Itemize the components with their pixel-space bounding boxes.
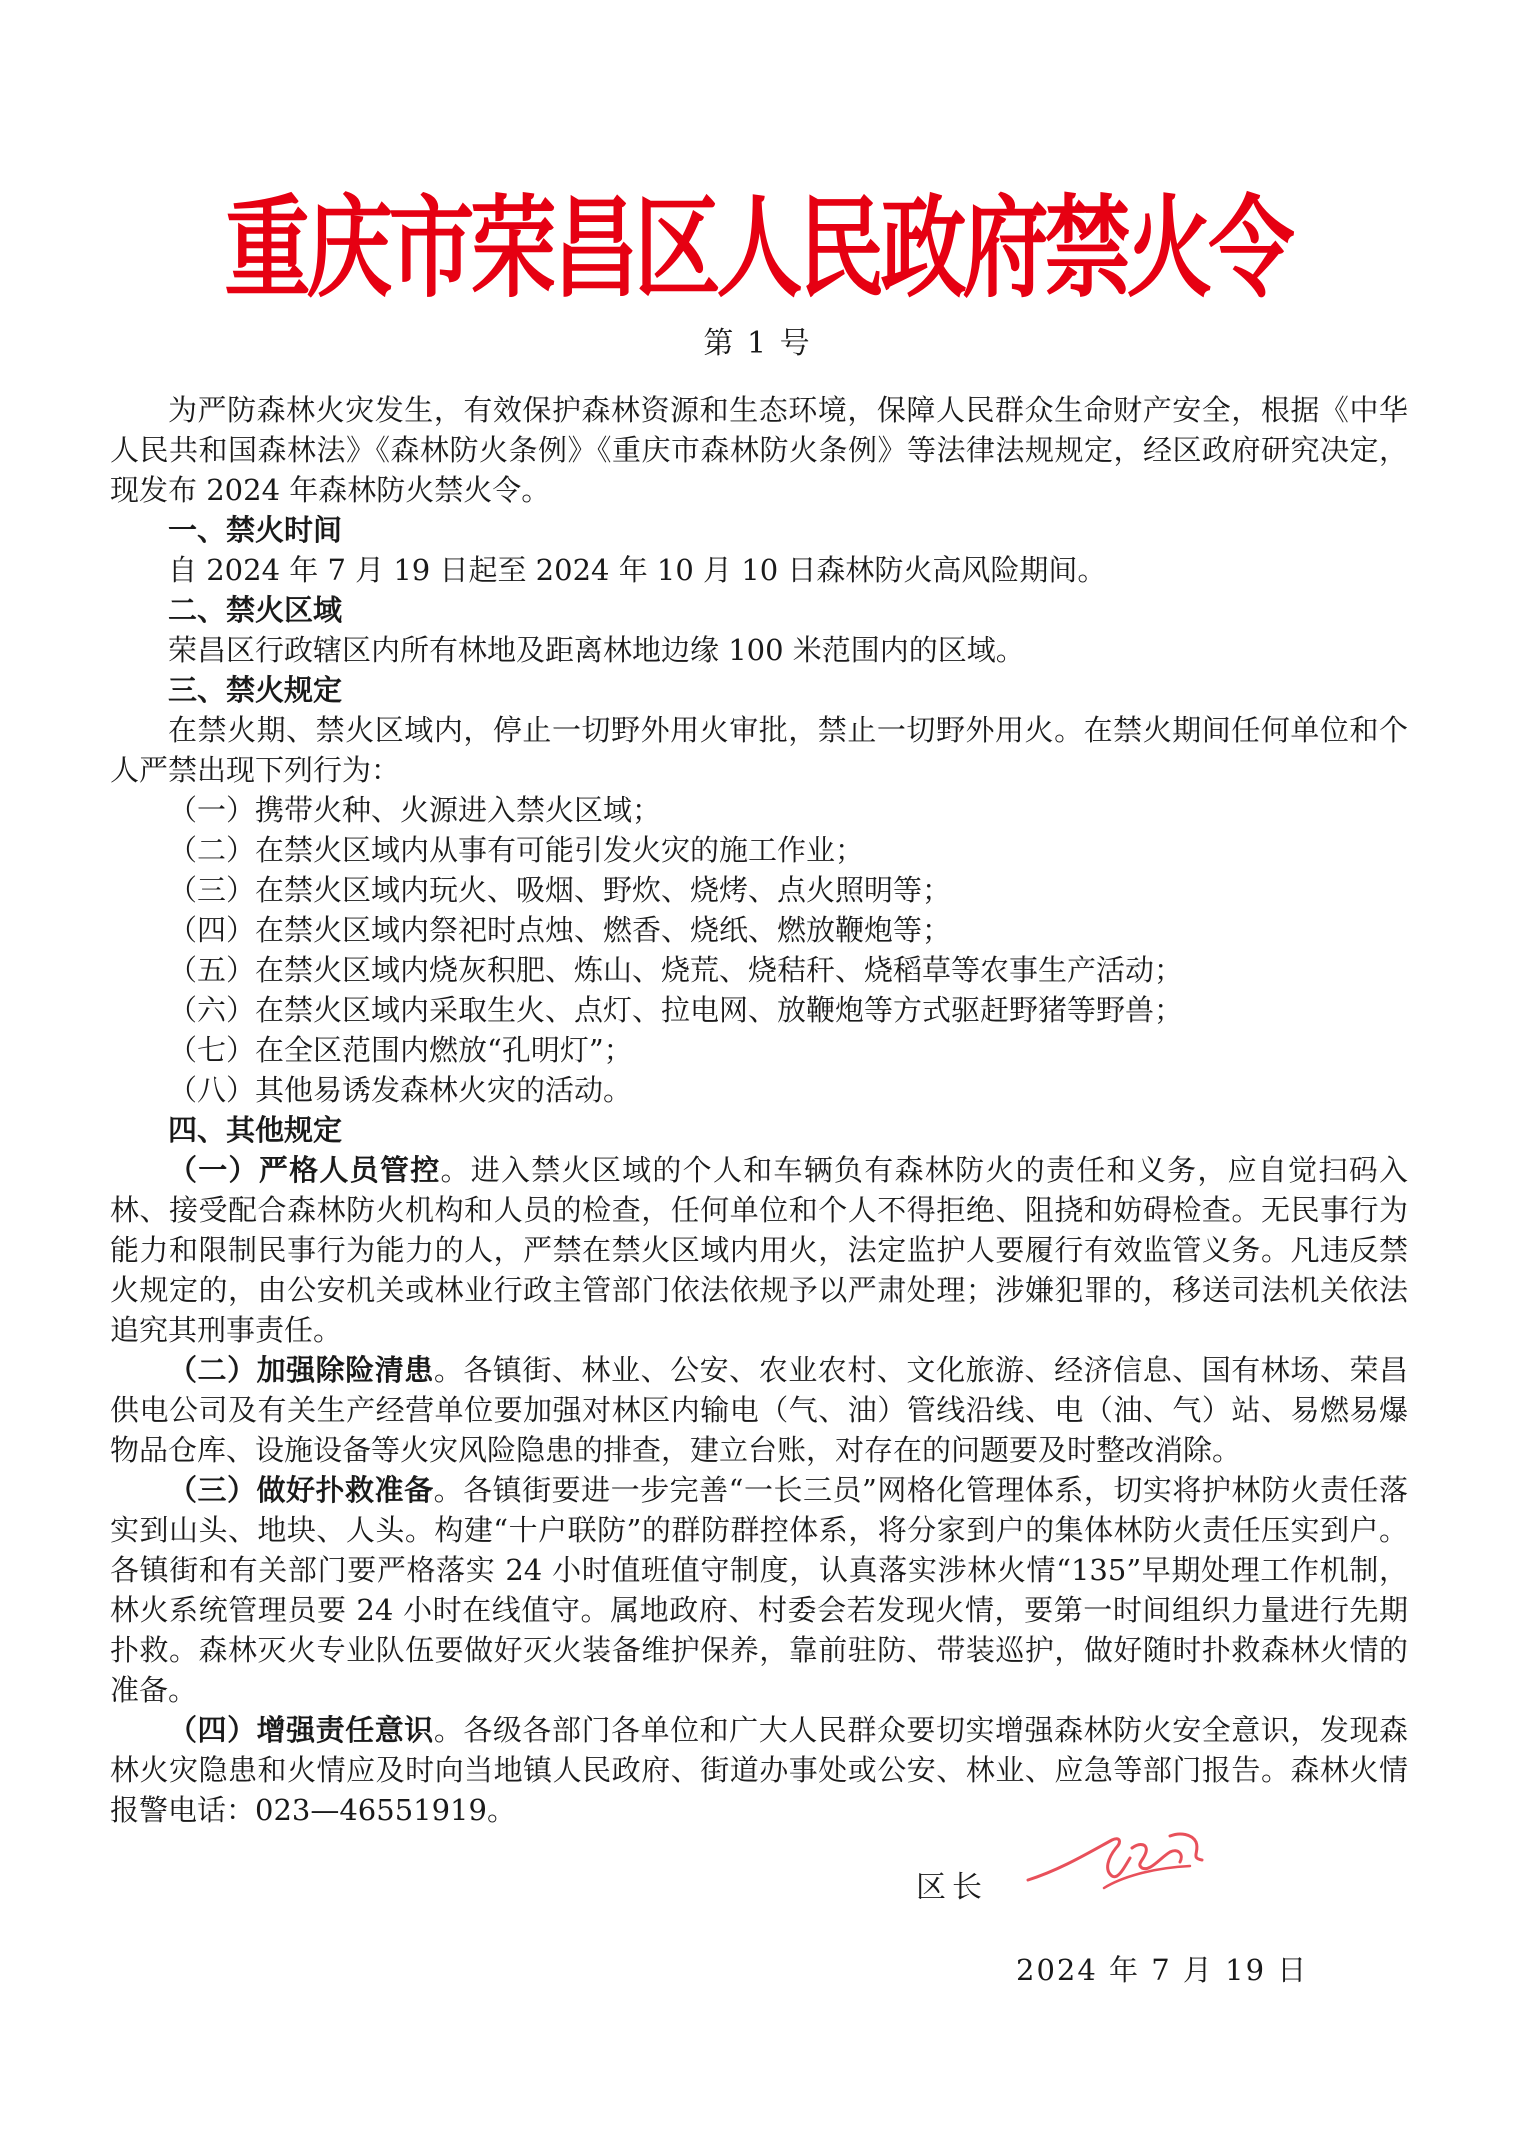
prohibited-item: （四）在禁火区域内祭祀时点烛、燃香、烧纸、燃放鞭炮等； bbox=[168, 913, 952, 947]
document-body bbox=[110, 390, 1408, 1830]
intro-paragraph: 为严防森林火灾发生，有效保护森林资源和生态环境，保障人民群众生命财产安全，根据《中华人民共和国森林法》《森林防火条例》《重庆市森林防火条例》等法律法规规定，经区政府研究决定，现发布 2024 年森林防火禁火令。 bbox=[110, 393, 1408, 507]
section-text: 荣昌区行政辖区内所有林地及距离林地边缘 100 米范围内的区域。 bbox=[168, 633, 1025, 667]
other-rule-text: 。各镇街、林业、公安、农业农村、文化旅游、经济信息、国有林场、荣昌供电公司及有关生产经营单位要加强对林区内输电（气、油）管线沿线、电（油、气）站、易燃易爆物品仓库、设施设备等火灾风险隐患的排查，建立台账，对存在的问题要及时整改消除。 bbox=[110, 1353, 1408, 1467]
section-heading: 一、禁火时间 bbox=[168, 513, 343, 547]
prohibited-item: （三）在禁火区域内玩火、吸烟、野炊、烧烤、点火照明等； bbox=[168, 873, 952, 907]
other-rule-lead: （三）做好扑救准备 bbox=[168, 1473, 434, 1507]
other-rule-lead: （一）严格人员管控 bbox=[168, 1153, 441, 1187]
other-rule-text: 。各镇街要进一步完善“一长三员”网格化管理体系，切实将护林防火责任落实到山头、地块、人头。构建“十户联防”的群防群控体系，将分家到户的集体林防火责任压实到户。各镇街和有关部门要严格落实 24 小时值班值守制度，认真落实涉林火情“135”早期处理工作机制，林火系统管理员要 24 小时在线值守。属地政府、村委会若发现火情，要第一时间组织力量进行先期扑救。森林灭火专业队伍要做好灭火装备维护保养，靠前驻防、带装巡护，做好随时扑救森林火情的准备。 bbox=[110, 1473, 1408, 1707]
prohibited-item: （一）携带火种、火源进入禁火区域； bbox=[168, 793, 662, 827]
document-number: 第 1 号 bbox=[703, 326, 812, 361]
prohibited-item: （六）在禁火区域内采取生火、点灯、拉电网、放鞭炮等方式驱赶野猪等野兽； bbox=[168, 993, 1184, 1027]
prohibited-item: （七）在全区范围内燃放“孔明灯”； bbox=[168, 1033, 633, 1067]
prohibited-item: （二）在禁火区域内从事有可能引发火灾的施工作业； bbox=[168, 833, 865, 867]
document-date: 2024 年 7 月 19 日 bbox=[1016, 1953, 1309, 1987]
signer-title: 区长 bbox=[916, 1870, 988, 1905]
section-heading: 三、禁火规定 bbox=[168, 673, 343, 707]
other-rule-text: 。各级各部门各单位和广大人民群众要切实增强森林防火安全意识，发现森林火灾隐患和火情应及时向当地镇人民政府、街道办事处或公安、林业、应急等部门报告。森林火情报警电话：023—46551919。 bbox=[110, 1713, 1408, 1827]
section-heading: 四、其他规定 bbox=[168, 1113, 343, 1147]
other-rule-paragraph bbox=[110, 1710, 1408, 1830]
prohibited-item: （五）在禁火区域内烧灰积肥、炼山、烧荒、烧秸秆、烧稻草等农事生产活动； bbox=[168, 953, 1184, 987]
other-rule-text: 。进入禁火区域的个人和车辆负有森林防火的责任和义务，应自觉扫码入林、接受配合森林防火机构和人员的检查，任何单位和个人不得拒绝、阻挠和妨碍检查。无民事行为能力和限制民事行为能力的人，严禁在禁火区域内用火，法定监护人要履行有效监管义务。凡违反禁火规定的，由公安机关或林业行政主管部门依法依规予以严肃处理；涉嫌犯罪的，移送司法机关依法追究其刑事责任。 bbox=[110, 1153, 1408, 1347]
other-rule-paragraph bbox=[110, 1470, 1408, 1710]
document-title: 重庆市荣昌区人民政府禁火令 bbox=[224, 185, 1291, 314]
section-heading: 二、禁火区域 bbox=[168, 593, 343, 627]
prohibited-item: （八）其他易诱发森林火灾的活动。 bbox=[168, 1073, 633, 1107]
other-rule-lead: （四）增强责任意识 bbox=[168, 1713, 434, 1747]
section-text: 在禁火期、禁火区域内，停止一切野外用火审批，禁止一切野外用火。在禁火期间任何单位和个人严禁出现下列行为： bbox=[110, 713, 1408, 787]
other-rule-paragraph bbox=[110, 1150, 1408, 1350]
section-text: 自 2024 年 7 月 19 日起至 2024 年 10 月 10 日森林防火高风险期间。 bbox=[168, 553, 1107, 587]
handwritten-signature bbox=[1020, 1818, 1220, 1898]
other-rule-lead: （二）加强除险清患 bbox=[168, 1353, 434, 1387]
other-rule-paragraph bbox=[110, 1350, 1408, 1470]
